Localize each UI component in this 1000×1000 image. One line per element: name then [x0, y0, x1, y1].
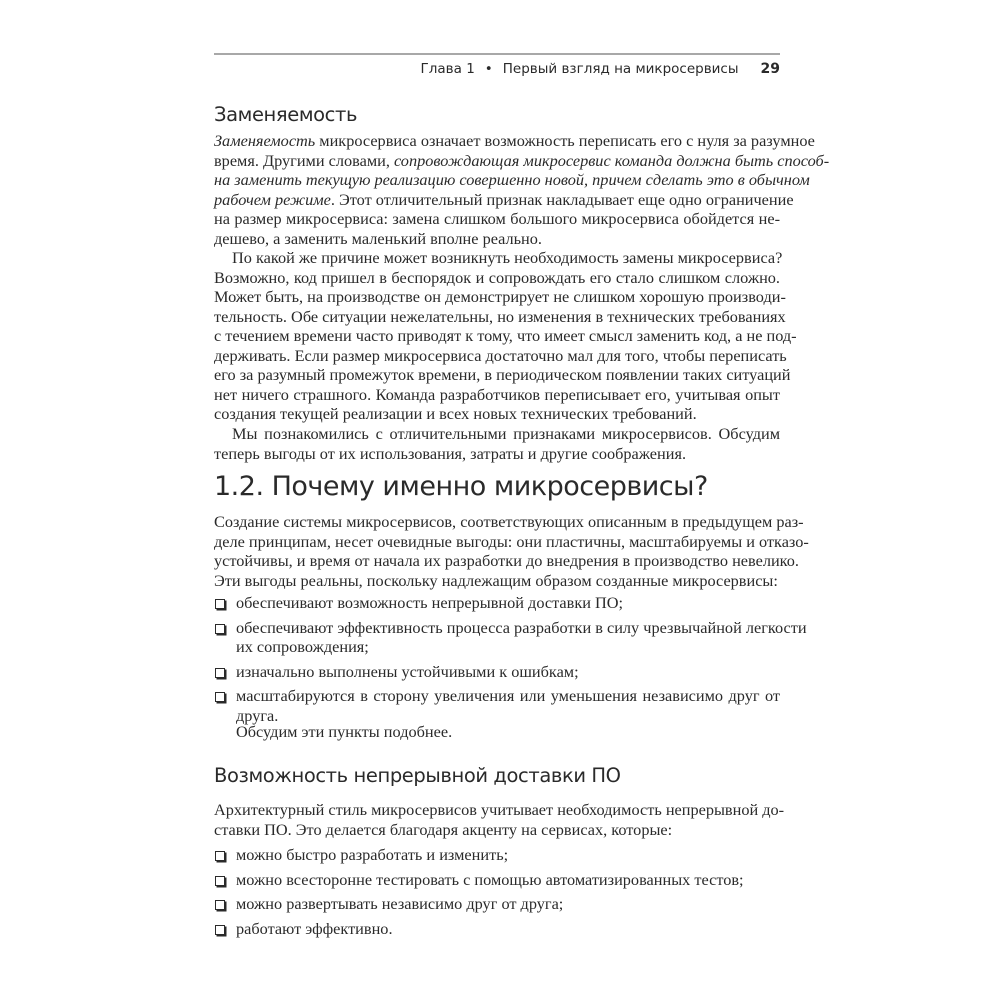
checkbox-bullet-icon — [215, 876, 225, 886]
chapter-label: Глава 1 — [420, 61, 475, 77]
text-line: Может быть, на производстве он демонстрирует не слишком хорошую производи- — [214, 287, 786, 306]
paragraph-discuss-points — [236, 722, 780, 742]
benefits-list — [214, 593, 807, 730]
paragraph-replacement-reasons — [214, 248, 797, 424]
checkbox-bullet-icon — [215, 925, 225, 935]
text-line: Эти выгоды реальны, поскольку надлежащим образом созданные микросервисы: — [214, 570, 778, 590]
list-item: можно быстро разработать и изменить; — [214, 845, 780, 865]
list-item: изначально выполнены устойчивыми к ошибкам; — [214, 662, 780, 682]
section-heading-why-microservices: 1.2. Почему именно микросервисы? — [214, 471, 708, 502]
checkbox-bullet-icon — [215, 900, 225, 910]
header-rule — [214, 53, 780, 55]
text-line: рабочем режиме. Этот отличительный признак накладывает еще одно ограничение — [214, 189, 794, 209]
paragraph-cd-intro — [214, 800, 785, 839]
text-line: Заменяемость микросервиса означает возможность переписать его с нуля за разумное — [214, 131, 815, 150]
checkbox-bullet-icon — [215, 692, 225, 702]
text-line: его за разумный промежуток времени, в периодическом появлении таких ситуаций — [214, 365, 791, 384]
text-line: создания текущей реализации и всех новых технических требований. — [214, 404, 697, 423]
text-line: Архитектурный стиль микросервисов учитывает необходимость непрерывной до- — [214, 800, 785, 819]
list-item: обеспечивают эффективность процесса разработки в силу чрезвычайной легкости их сопровождения; — [214, 618, 780, 657]
text-line: деле принципам, несет очевидные выгоды: они пластичны, масштабируемы и отказо- — [214, 531, 809, 551]
paragraph-transition — [214, 424, 780, 463]
text-line: нет ничего страшного. Команда разработчиков переписывает его, учитывая опыт — [214, 384, 780, 404]
list-item: можно всесторонне тестировать с помощью автоматизированных тестов; — [214, 870, 780, 890]
chapter-title: Первый взгляд на микросервисы — [502, 61, 739, 77]
list-item: обеспечивают возможность непрерывной доставки ПО; — [214, 593, 780, 613]
checkbox-bullet-icon — [215, 624, 225, 634]
text-line: теперь выгоды от их использования, затраты и другие соображения. — [214, 443, 687, 463]
text-line: на заменить текущую реализацию совершенно новой, причем сделать это в обычном — [214, 170, 810, 189]
page-number: 29 — [760, 61, 780, 77]
section-heading-continuous-delivery: Возможность непрерывной доставки ПО — [214, 764, 621, 787]
checkbox-bullet-icon — [215, 668, 225, 678]
paragraph-replaceability-definition — [214, 131, 830, 248]
paragraph-benefits-intro — [214, 512, 809, 590]
text-line: тельность. Обе ситуации нежелательны, но изменения в технических требованиях — [214, 306, 786, 326]
checkbox-bullet-icon — [215, 851, 225, 861]
text-line: устойчивы, и время от начала их разработки до внедрения в производство невелико. — [214, 551, 799, 570]
text-line: на размер микросервиса: замена слишком большого микросервиса обойдется не- — [214, 209, 780, 228]
running-header — [214, 60, 780, 78]
list-item: работают эффективно. — [214, 919, 780, 939]
text-line: По какой же причине может возникнуть необходимость замены микросервиса? — [232, 248, 783, 267]
text-line: Возможно, код пришел в беспорядок и сопровождать его стало слишком сложно. — [214, 267, 780, 287]
text-line: дешево, а заменить маленький вполне реально. — [214, 228, 542, 248]
text-line: ставки ПО. Это делается благодаря акценту на сервисах, которые: — [214, 819, 673, 839]
text-line: Создание системы микросервисов, соответствующих описанным в предыдущем раз- — [214, 512, 804, 531]
text-line: Мы познакомились с отличительными признаками микросервисов. Обсудим — [232, 424, 780, 443]
text-line: Обсудим эти пункты подобнее. — [236, 722, 453, 741]
text-line: время. Другими словами, сопровождающая микросервис команда должна быть способ- — [214, 150, 830, 170]
list-item: масштабируются в сторону увеличения или уменьшения независимо друг от друга. — [214, 686, 780, 725]
bullet-separator: • — [484, 61, 493, 77]
section-heading-replaceability: Заменяемость — [214, 103, 358, 126]
cd-benefits-list — [214, 845, 780, 943]
text-line: держивать. Если размер микросервиса достаточно мал для того, чтобы переписать — [214, 345, 787, 365]
text-line: с течением времени часто приводят к тому, что имеет смысл заменить код, а не под- — [214, 326, 797, 345]
checkbox-bullet-icon — [215, 599, 225, 609]
list-item: можно развертывать независимо друг от друга; — [214, 894, 780, 914]
